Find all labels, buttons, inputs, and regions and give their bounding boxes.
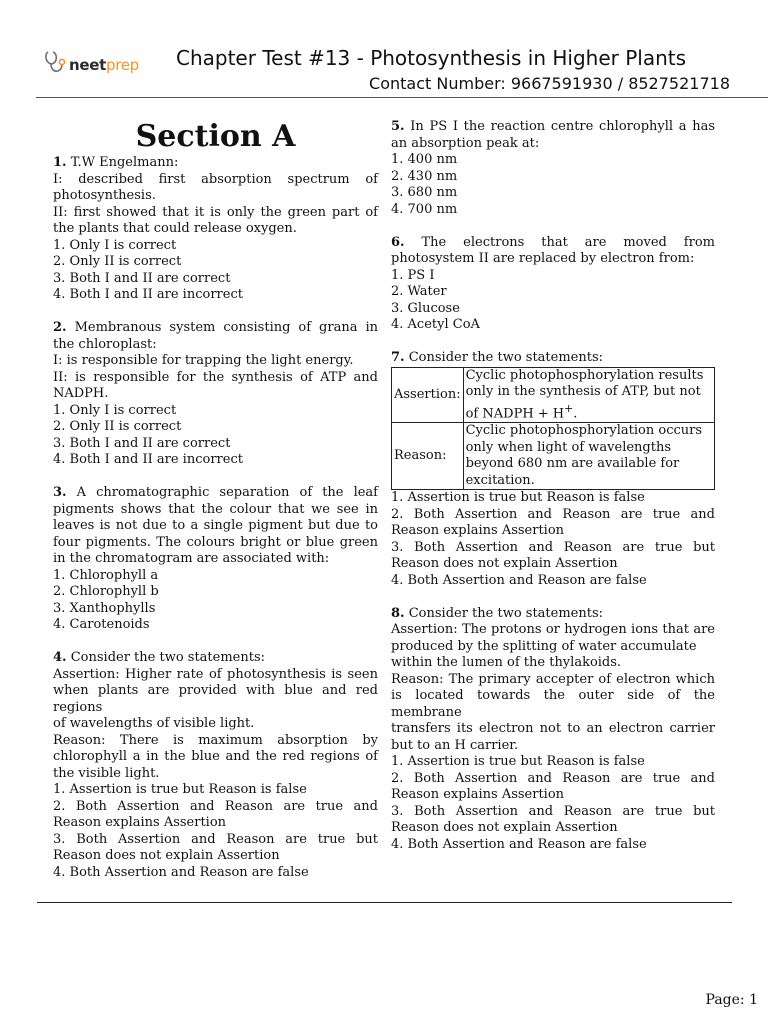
option-1[interactable]: 1. Assertion is true but Reason is false <box>53 782 307 797</box>
option-3[interactable]: 3. Xanthophylls <box>53 600 156 616</box>
option-1[interactable]: 1. Only I is correct <box>53 402 177 418</box>
assertion-line: Assertion: The protons or hydrogen ions that are produced by the splitting of water accumulate <box>391 622 715 654</box>
option-3[interactable]: 3. Glucose <box>391 300 460 316</box>
reason-line: transfers its electron not to an electron carrier but to an H carrier. <box>391 721 715 753</box>
assertion-line: of wavelengths of visible light. <box>53 716 255 731</box>
option-4[interactable]: 4. Both Assertion and Reason are false <box>391 572 647 588</box>
assertion-label: Assertion: <box>392 367 464 423</box>
option-4[interactable]: 4. Carotenoids <box>53 617 150 632</box>
reason-label: Reason: <box>392 423 464 490</box>
option-2[interactable]: 2. Only II is correct <box>53 254 182 269</box>
page-number: Page: 1 <box>705 992 758 1008</box>
option-2[interactable]: 2. Chlorophyll b <box>53 584 159 599</box>
reason-row <box>392 423 715 490</box>
header-divider <box>36 97 768 98</box>
question-stem: 7. Consider the two statements: <box>391 350 604 365</box>
question-number: 2. <box>53 320 67 335</box>
question-7 <box>391 350 715 589</box>
option-1[interactable]: 1. Only I is correct <box>53 237 177 253</box>
assertion-text: Cyclic photophosphorylation results only in the synthesis of ATP, but not of NADPH + H+. <box>463 367 714 423</box>
contact-number: Contact Number: 9667591930 / 8527521718 <box>369 74 730 93</box>
question-3 <box>53 485 378 634</box>
question-stem: 2. Membranous system consisting of grana in the chloroplast: <box>53 320 378 352</box>
stethoscope-icon <box>44 50 66 80</box>
question-stem: 8. Consider the two statements: <box>391 605 604 621</box>
right-column <box>391 119 715 870</box>
option-1[interactable]: 1. Assertion is true but Reason is false <box>391 754 645 770</box>
assertion-line: within the lumen of the thylakoids. <box>391 655 622 671</box>
option-4[interactable]: 4. 700 nm <box>391 201 458 217</box>
option-2[interactable]: 2. Only II is correct <box>53 419 182 434</box>
option-3[interactable]: 3. 680 nm <box>391 185 458 200</box>
question-number: 4. <box>53 650 67 665</box>
option-1[interactable]: 1. Chlorophyll a <box>53 567 159 583</box>
question-5 <box>391 119 715 218</box>
question-stem: 1. T.W Engelmann: <box>53 155 179 170</box>
question-stem: 3. A chromatographic separation of the leaf pigments shows that the colour that we see in leaves is not due to a single pigment but due to four pigments. The colours bright or blue green in the chromatogram are associated with: <box>53 485 378 566</box>
question-number: 5. <box>391 119 405 134</box>
statement-line: II: first showed that it is only the green part of the plants that could release oxygen. <box>53 204 378 236</box>
option-2[interactable]: 2. Water <box>391 284 447 299</box>
option-4[interactable]: 4. Both Assertion and Reason are false <box>53 864 309 880</box>
reason-text: Cyclic photophosphorylation occurs only when light of wavelengths beyond 680 nm are available for excitation. <box>463 423 714 490</box>
page-title: Chapter Test #13 - Photosynthesis in Higher Plants <box>176 46 687 70</box>
left-column <box>53 120 378 898</box>
question-2 <box>53 320 378 469</box>
question-4 <box>53 650 378 881</box>
question-1 <box>53 155 378 304</box>
option-2[interactable]: 2. Both Assertion and Reason are true and Reason explains Assertion <box>53 798 378 830</box>
statement-line: II: is responsible for the synthesis of ATP and NADPH. <box>53 369 378 401</box>
option-2[interactable]: 2. Both Assertion and Reason are true and Reason explains Assertion <box>391 506 715 539</box>
reason-line: Reason: There is maximum absorption by chlorophyll a in the blue and the red regions of the visible light. <box>53 732 378 781</box>
question-6 <box>391 235 715 334</box>
option-3[interactable]: 3. Both Assertion and Reason are true but Reason does not explain Assertion <box>391 539 715 572</box>
assertion-line: Assertion: Higher rate of photosynthesis is seen when plants are provided with blue and red regions <box>53 666 378 715</box>
option-3[interactable]: 3. Both I and II are correct <box>53 270 231 286</box>
option-1[interactable]: 1. 400 nm <box>391 152 458 167</box>
option-2[interactable]: 2. Both Assertion and Reason are true and Reason explains Assertion <box>391 770 715 803</box>
neetprep-logo[interactable] <box>44 50 139 80</box>
option-3[interactable]: 3. Both I and II are correct <box>53 435 231 451</box>
section-title: Section A <box>135 119 296 154</box>
option-3[interactable]: 3. Both Assertion and Reason are true but Reason does not explain Assertion <box>53 831 378 863</box>
question-stem: 4. Consider the two statements: <box>53 650 266 665</box>
option-4[interactable]: 4. Both I and II are incorrect <box>53 287 243 302</box>
question-number: 3. <box>53 485 67 500</box>
reason-line: Reason: The primary accepter of electron which is located towards the outer side of the membrane <box>391 671 715 720</box>
question-number: 6. <box>391 234 405 250</box>
option-2[interactable]: 2. 430 nm <box>391 168 458 184</box>
statement-line: I: described first absorption spectrum of photosynthesis. <box>53 171 378 203</box>
page-header <box>0 0 768 100</box>
question-number: 8. <box>391 605 405 621</box>
logo-text-neet: neet <box>69 55 106 74</box>
question-number: 1. <box>53 155 67 170</box>
assertion-reason-table <box>391 367 715 491</box>
option-1[interactable]: 1. PS I <box>391 267 435 283</box>
footer-divider <box>37 902 732 903</box>
option-3[interactable]: 3. Both Assertion and Reason are true but Reason does not explain Assertion <box>391 803 715 836</box>
question-8 <box>391 606 715 854</box>
option-4[interactable]: 4. Acetyl CoA <box>391 317 480 332</box>
statement-line: I: is responsible for trapping the light energy. <box>53 353 354 368</box>
option-1[interactable]: 1. Assertion is true but Reason is false <box>391 490 645 506</box>
logo-text-prep: prep <box>106 55 139 74</box>
question-stem: 5. In PS I the reaction centre chlorophyll a has an absorption peak at: <box>391 119 715 151</box>
option-4[interactable]: 4. Both I and II are incorrect <box>53 452 243 467</box>
question-stem: 6. The electrons that are moved from photosystem II are replaced by electron from: <box>391 234 715 266</box>
option-4[interactable]: 4. Both Assertion and Reason are false <box>391 836 647 852</box>
assertion-row <box>392 367 715 423</box>
question-number: 7. <box>391 350 405 365</box>
